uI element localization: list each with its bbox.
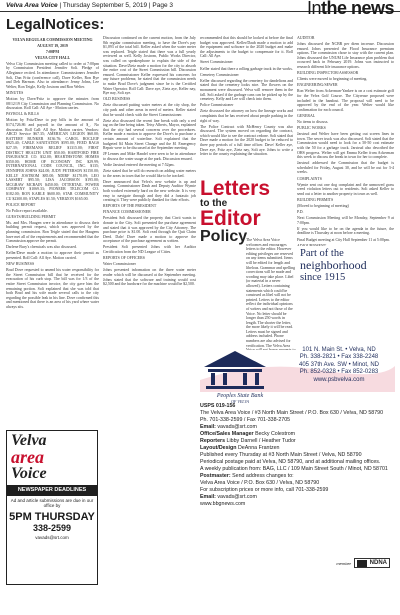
- legal-paragraph: Vodie Jarstrud entered the meeting at 7:52pm.: [103, 162, 175, 167]
- legal-paragraph: Keller stated that there a rolling garbage truck in the works.: [200, 66, 293, 71]
- bank-ad-line3: since 1915: [300, 272, 346, 283]
- issue-date: Thursday September 5, 2019: [62, 2, 148, 9]
- legal-paragraph: Ms. and Mrs. Haugen were in attendance to discuss their building permit request, which was approved by the planning commission. Ron Teigle stated that the Haugens have met all of the requirements and recommended that the Commission approve the permit.: [6, 220, 99, 244]
- masthead-info: Velva Area Voice | Thursday September 5, 2019 | Page 3: [6, 2, 173, 9]
- paper-name: Velva Area Voice: [6, 2, 58, 9]
- deadline-ad-logo: [7, 431, 97, 482]
- legal-paragraph: PAYROLL & BILLS: [6, 112, 39, 117]
- office-label: Office/Sales Manager: [200, 431, 256, 437]
- legal-paragraph: Brad Dove requested to amend his water responsibility for the Street Commission bill that he received for the evacuation of his curb stop. The bill was for 1/3 of the entire Street Commission invoice, the city gave him the remaining portion. Soli explained that she was told that both Brad and his wife made several calls to the city regarding the possible leak in his line. Dove confirmed this and mentioned that there is an area of his yard where water always sits.: [6, 268, 99, 309]
- legal-paragraph: REPORTS OF THE PRESIDENT: [103, 204, 157, 209]
- legal-paragraph: ENGINEERING/SEWER: [297, 83, 338, 88]
- bank-ad-headline: [300, 248, 395, 358]
- legal-paragraph: Motion by Dave/Fritz to approve the minutes from 08/12/19 City Commission and Planning Commission. No discussion. Roll Call: All Aye - Motion carries.: [6, 97, 99, 111]
- pub-info-1: Published every Thursday at #3 North Main Street / Velva, ND 58790: [200, 452, 362, 458]
- logo-voice: Voice: [11, 465, 47, 482]
- legal-paragraph: Keller discussed regarding the cemetery for dandelions and stated that the cemetery looks nice. The flowers on the monument were discussed. Velva will remove them in the fall. Soli asked if the garbage cans can be picked up by the cemetery. Kelly and Lee will check into them.: [200, 78, 293, 102]
- legal-paragraph: POLICE REPORT: [6, 202, 36, 207]
- bank-contact-info: [283, 347, 395, 384]
- legal-paragraph: REPORTS OF OFFICERS: [103, 256, 145, 261]
- publisher-info: [200, 403, 395, 593]
- reporters-label: Reporters: [200, 438, 227, 444]
- legal-paragraph: President Soli presented Johns with her Auditor Certification from the ND League of Cities.: [103, 245, 196, 255]
- ndna-flag-icon: [357, 560, 367, 567]
- section-title-news: the news: [320, 0, 394, 18]
- legal-paragraph: Keller/Dave made a motion to approve their permit as presented. Roll Call: All Aye. Motion carried.: [6, 251, 99, 261]
- member-label: member: [336, 561, 351, 566]
- legal-paragraph: Velva City Commission meeting called to order at 7:00pm by Commission President Jennifer Soli. Pledge of Allegiance recited. In attendance: Commissioners Jennifer Soli, Dan Fritz (conference call), Dave Keller, Ron Bye and Deb Harmon. Also in attendance: Jenny Johns, Lee Welter, Ron Teigle, Kelly Jostrom and Ron Welter.: [6, 61, 99, 89]
- legal-paragraph: Street Commissioner: [200, 60, 233, 65]
- ndna-text: NDNA: [369, 560, 387, 566]
- legal-paragraph: GENERAL: [297, 113, 316, 118]
- letters-word: Letters: [200, 177, 271, 200]
- bank-website: www.psbvelva.com: [313, 376, 365, 383]
- bank-name-text: Peoples State Bank: [216, 393, 264, 399]
- legal-paragraph: Zietz also discussed the recent line break with only a red tag on the line being taken. Teisy Alberts, Mayor, explained that the city had several concerns over the procedures. Keller made a motion to approve the Dove's to purchase a certain amount of waterline. Soli explained that the budgeted $4 Main Street Change and the $1 Emergency Repair were to be discussed at the September meeting.: [103, 118, 196, 151]
- legal-paragraph: BUILDING INSPECTOR/ASSESSOR: [297, 71, 359, 76]
- legal-notices-title: LegalNotices:: [6, 16, 105, 33]
- publisher-address: The Velva Area Voice / #3 North Main Street / P.O. Box 630 / Velva, ND 58790: [200, 410, 384, 416]
- pub-info-2: Periodical postage paid at Velva, ND 58790, and at additional mailing offices.: [200, 459, 381, 465]
- deadline-phone: 338-2599: [32, 522, 72, 533]
- legal-paragraph: AUDITOR: [297, 36, 315, 40]
- legal-paragraph: Motion by Fritz/Dave to pay bills in the amount of $174,726.86 and payroll in the amount of $_. No discussion. Roll Call: All Aye. Motion carries. Vendors: ABCD Service $67.35; AMERICAN LEGION $60.00; BATTERY BUNKER $136.76; CAROL BOCLEIF $925.40; CABLE SANITATION $595.00; FEED BAGS $27.39; FIREMANS RELIEF $1315.00; FIRST DISTRICT HEALTH UNIT $50.00; HARTFORD FIRE INSURANCE CO. $32.00; HEARTHSTONE HOMES $350.00; HOME OF ECONOMY INC $29.99; INTERNATIONAL CODE COUNCIL, INC. $135; JENNIFER JOHNS $24.00; JUDY PETERSON $1150.00; KELLY JOSTROM $85.00; NDIRF $1170.09; LEO LASSERT $95.50; LISA JACOBSON $195.00; MCGRAW MCBAIN $450.00; OTTERTAIL POWER COMPANY $1069.33; PIONEER TELECOM CO. $182.00; RON KABLE $600.00; STAR COMMUNITY CU $2300.00; STAPLES $1.50; VERIZON $165.00.: [6, 118, 99, 201]
- legal-paragraph: The Police Contract with McHenry County was also discussed. The system moved on regarding the contract, which would like to see the contract redone. Soli stated that Dave made a motion for the 2020 budget to be reduced to three pay periods of a full time officer. Dave/ Keller aye, Dave aye, Fritz aye, Zietz nay, Soli aye. Johns to write a letter to the county explaining the situation.: [200, 124, 293, 157]
- legal-paragraph: ADJOURNMENT: [297, 243, 327, 246]
- bank-phone-2: Ph. 852-0328 • Fax 852-0283: [299, 369, 379, 376]
- legal-paragraph: MINUTES: [6, 90, 24, 95]
- legal-column-1: [6, 36, 99, 429]
- email2-label: Email:: [200, 494, 218, 500]
- legal-paragraph: Johns discussed the NCBR per diem increase. Discussion ensued. Johns presented the Flood Insurance premium options. The commission chose to stay with the current plan. Johns discussed the UNUM Life Insurance plan problem that occurred back in February 2019. Johns was instructed to research different life insurance options.: [297, 42, 394, 70]
- legal-paragraph: Discussion continued on the current motion, from the July 8th regular commission meeting, to have the Dove's pay $1,093 of the total bill. Keller asked when the water meter was replaced. Teigle stated that there was a full yearly reviewed as well. Kelly Jostrom, Public Works Director, was called on speakerphone to explain the side of the situation. Dave/Zietz made a motion for the city to absorb the entire cost of the Street Commission bill. Discussion ensued. Commissioner Keller expressed his concerns for any future problems; he stated that the commission needs to make Brad Dove's judgment since he is the Certified Water Operator. Roll Call: Dave aye, Zietz aye, Keller nay, Bye nay, Soli aye.: [103, 36, 196, 96]
- bank-ad-line1: Part of the: [300, 248, 344, 259]
- office-name: Becky Colestrom: [255, 431, 296, 437]
- publisher-email-2: vavads@srt.com: [217, 494, 257, 500]
- page-number: Page 3: [152, 2, 173, 9]
- logo-area: area: [11, 447, 44, 467]
- legal-paragraph: Jarstrud addressed the Commission that the budget is scheduled for Friday, August 30, and he will be out for 3-4 weeks.: [297, 161, 394, 175]
- legal-column-2: [103, 36, 196, 606]
- legal-paragraph: JP Lennes and Mike Handel were seen to be in attendance to discuss the water usage at the park. Discussion ensued.: [103, 152, 196, 161]
- bank-phone-1: Ph. 338-2821 • Fax 338-2248: [299, 354, 379, 361]
- legal-paragraph: FINANCE COMMISSIONER: [103, 210, 151, 215]
- legal-heading: AUGUST 19, 2019: [37, 43, 68, 48]
- legal-paragraph: BUILDING PERMITS: [297, 197, 334, 202]
- legal-paragraph: OLD BUSINESS: [103, 97, 131, 102]
- legal-paragraph: Clients were moved to beginning of meeting.: [297, 77, 368, 82]
- legal-paragraph: President Soli discussed the property that Cirrii wants to donate to the City. Soli presented the purchase agreement and stated that it was approved by the City Attorney. The purchase price is $1.00. Soli read through the Quit Claim Deed. Dale/ Dave made a motion to approve the acceptance of the purchase agreement as written.: [103, 216, 196, 244]
- layout-name: DeAnna Frantzen: [237, 445, 280, 451]
- legal-column-4: [297, 36, 394, 246]
- postmaster-text: Send address changes to:: [232, 473, 294, 479]
- deadline-time: 5PM THURSDAY: [9, 510, 95, 523]
- bank-ad-line2: neighborhood: [300, 258, 367, 272]
- legal-paragraph: Zietz discussed putting water meters at the city shop, the city park and other areas in need of meters. Keller stated that he would check with the Street Commissioner.: [103, 103, 196, 117]
- legal-paragraph: Jarstrud and Welter have been getting out screen lines in town. The sewer truck was also discussed. Soli stated that the Commission would need to look for a 50-50 cost estimate with the 50 for a garbage truck. Jarstrud also described the OHS progress. Welter will get Emma Keller from Ackerman this week to discuss the break in town for her to complete.: [297, 132, 394, 160]
- legal-paragraph: Cemetery Commissioner: [200, 72, 239, 77]
- legal-paragraph: Zietz stated that he will do research on adding water meters to the areas in town that he would like to be tracked.: [103, 169, 196, 178]
- deadline-email: vavads@srt.com: [35, 534, 69, 540]
- legal-paragraph: Wymie sent out one dog complaint and the unmowed grass weed violation letters out to residents. Soli asked Keller to send out a letter to another property in town as well.: [297, 182, 394, 196]
- pub-info-3: A weekly publication from: BAG, LLC / 109 Main Street South / Minot, ND 58701: [200, 466, 388, 472]
- legal-column-3: [200, 36, 293, 176]
- layout-label: Layout/Design: [200, 445, 238, 451]
- legal-paragraph: recommended that this should be looked at before the final budget was approved. Keller/Daub made a motion to add the equipment and software to the 2020 budget and make the adjustments to the budget to compensate for it. Roll Call: All Aye.: [200, 36, 293, 59]
- letters-policy-text: The Velva Area Voice welcomes and encourages letters to the editor. However editing privileges are reserved on any items submitted. Items will be edited for length and libelous. Grammar and spelling corrections will be made and wording may take place. Libel (or material in a never allowed). Letters containing statements which could be construed as libel will not be printed. Letters to the editor reflect the individual opinions of writers and not those of the Voice. No letter should be longer than 250 words in length. The shorter the letter, the more likely it will be read. Letters must be signed and address included. Phone numbers are also advised for verification. The Velva Area: [246, 238, 296, 348]
- to-the-word: to the: [200, 198, 228, 209]
- deadline-ad: [6, 430, 98, 585]
- legal-heading: 7:00PM: [45, 49, 60, 54]
- legal-paragraph: Ron Welter from Ackerman-Yankee is on a cost estimate golf for the Velva Golf Course. The Cityrease proposed were included in the handout. The proposal will need to be approved by the end of the year. Welter would like confirmation for each council.: [297, 89, 394, 112]
- legal-paragraph: (Moved to beginning of meeting): [297, 204, 349, 208]
- policy-word: Policy: [200, 228, 248, 245]
- legal-paragraph: GUESTS/BUILDING PERMIT: [6, 214, 56, 219]
- legal-paragraph: NEW BUSINESS: [6, 262, 35, 267]
- subscription-info: For subscription prices or more info, call 701-338-2599: [200, 487, 329, 493]
- legal-paragraph: PUBLIC WORKS: [297, 126, 326, 131]
- reporters-name: Libby Darnell / Heather Tudor: [226, 438, 296, 444]
- email-label: Email:: [200, 424, 218, 430]
- legal-paragraph: Next Commission Meeting will be Monday, September 9 at 7:00pm.: [297, 216, 394, 225]
- page-header: [0, 0, 400, 18]
- legal-heading: VELVA REGULAR COMMISSION MEETING: [12, 37, 93, 42]
- legal-paragraph: Water Commissioner: [103, 262, 136, 267]
- legal-paragraph: Johns presented information on the three water meter reader which will be discussed at the September meeting. Johns stated that the software and training would cost $2,500 and the hardware for the machine would be $2,500.: [103, 268, 196, 287]
- postmaster-label: Postmaster:: [200, 473, 233, 479]
- bank-address-2: 405 37th Ave. SW • Minot, ND: [298, 361, 380, 368]
- publisher-email: vavads@srt.com: [217, 424, 257, 430]
- legal-paragraph: No items to discuss.: [297, 120, 329, 124]
- section-title-in: In: [306, 0, 321, 18]
- legal-paragraph: Dave announced that Velva's new website is up and running. Commissioner Daub and Deputy Auditor Wymie both worked extremely hard on the new website. It is very easy to navigate through and they did a fantastic job creating it. They were publicly thanked for their efforts.: [103, 179, 196, 203]
- legal-paragraph: Zietz discussed the attorney on how the lineage works and complaints that he has received about people parking in the right of way.: [200, 109, 293, 123]
- legal-paragraph: No Police report available.: [6, 208, 48, 213]
- editor-word: Editor: [200, 207, 261, 230]
- legal-heading: VELVA CITY HALL: [34, 55, 71, 60]
- legal-paragraph: If you would like to be on the agenda in the future, the deadline is Thursday at noon before a meeting.: [297, 226, 394, 236]
- legal-paragraph: Darlene Bury's chemicals was also discussed.: [6, 245, 77, 250]
- legal-paragraph: P.D.: [297, 210, 304, 215]
- usps-number: USPS 019-156: [200, 403, 236, 409]
- legal-paragraph: Police Commissioner: [200, 103, 234, 108]
- legal-paragraph: COMPLAINTS: [297, 176, 322, 181]
- section-title: [307, 0, 394, 19]
- publisher-phone: Ph. 701-338-2599 / Fax 701-338-2705: [200, 417, 291, 423]
- bank-logo-icon: [200, 345, 270, 395]
- logo-velva: Velva: [11, 432, 47, 449]
- postmaster-address: Velva Area Voice / P.O. Box 630 / Velva, ND 58790: [200, 480, 320, 486]
- bank-address: 101 N. Main St. • Velva, ND: [302, 347, 376, 353]
- deadline-subtext: Ad and article submissions are due in our office by: [10, 497, 94, 508]
- bank-name-sub: OF VELVA: [231, 399, 249, 404]
- publisher-website: www.bbgnews.com: [200, 501, 246, 507]
- ndna-logo: [354, 558, 390, 568]
- legal-paragraph: Final Budget meeting at City Hall September 11 at 5:00pm.: [297, 237, 390, 242]
- deadline-band: NEWSPAPER DEADLINES: [7, 485, 97, 496]
